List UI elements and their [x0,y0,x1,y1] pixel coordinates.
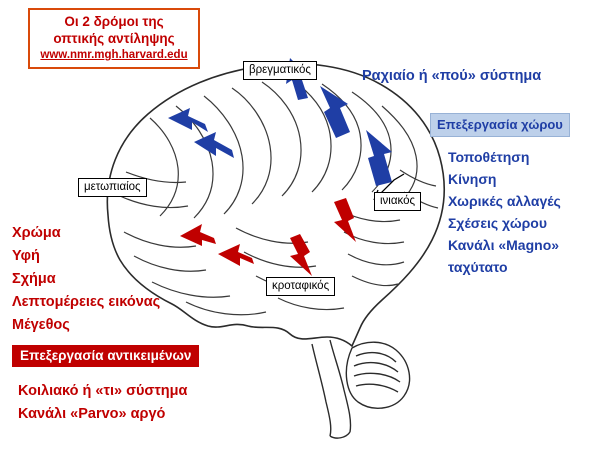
ventral-summary-line: Κανάλι «Parvo» αργό [18,406,166,422]
dorsal-item: Χωρικές αλλαγές [448,193,561,209]
dorsal-item: Τοποθέτηση [448,149,530,165]
label-frontal-lobe: μετωπιαίος [78,178,147,197]
dorsal-item: Κανάλι «Magno» [448,237,560,253]
ventral-item: Μέγεθος [12,317,70,333]
ventral-feature-list [12,222,160,337]
ventral-item: Σχήμα [12,271,56,287]
ventral-item: Λεπτομέρειες εικόνας [12,294,161,310]
dorsal-stream-title: Ραχιαίο ή «πού» σύστημα [362,68,542,84]
title-line-2: οπτικής αντίληψης [53,31,175,46]
dorsal-item: ταχύτατο [448,259,508,275]
ventral-item: Χρώμα [12,225,61,241]
label-occipital-lobe: ινιακός [374,192,421,211]
ventral-item: Υφή [12,248,40,264]
dorsal-feature-list [448,146,561,278]
dorsal-item: Σχέσεις χώρου [448,215,548,231]
dorsal-item: Κίνηση [448,171,497,187]
ventral-summary-line: Κοιλιακό ή «τι» σύστημα [18,383,188,399]
spatial-processing-badge: Επεξεργασία χώρου [430,113,570,137]
source-url[interactable]: www.nmr.mgh.harvard.edu [40,49,188,61]
ventral-stream-summary [18,380,187,426]
title-box [28,8,200,69]
label-temporal-lobe: κροταφικός [266,277,335,296]
red-arrow-icon [180,198,356,276]
title-line-1: Οι 2 δρόμοι της [64,14,164,29]
object-processing-badge: Επεξεργασία αντικειμένων [12,345,199,367]
label-parietal-lobe: βρεγματικός [243,61,317,80]
